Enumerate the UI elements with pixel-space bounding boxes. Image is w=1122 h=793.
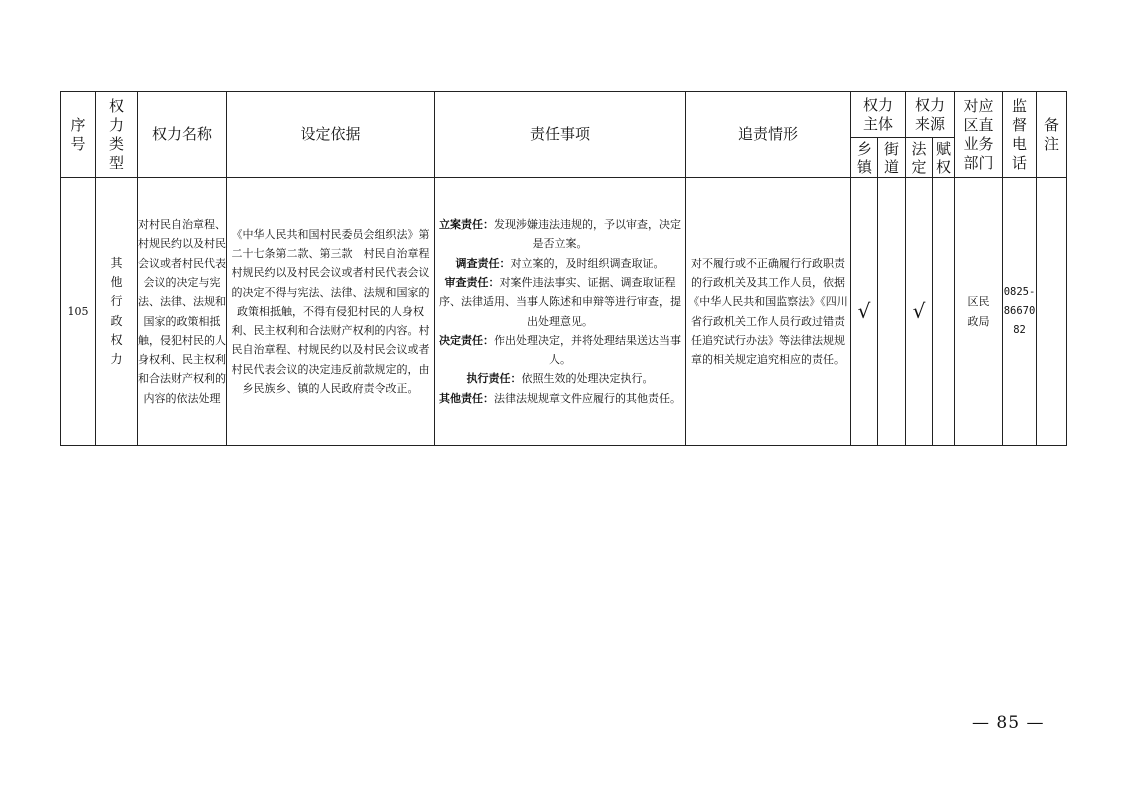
responsibility-item [435,369,685,388]
page-number: — 85 — [972,713,1045,733]
header-dept: 对应区直业务部门 [955,92,1003,178]
responsibility-text: 依照生效的处理决定执行。 [521,372,654,386]
responsibility-text: 对立案的，及时组织调查取证。 [510,256,665,270]
responsibility-label: 决定责任： [439,333,494,347]
power-list-table [60,91,1067,446]
cell-dept: 区民政局 [955,178,1003,446]
responsibility-label: 执行责任： [466,372,522,386]
cell-basis: 《中华人民共和国村民委员会组织法》第二十七条第二款、第三款 村民自治章程村规民约以及村民会议或者村民代表会议的决定不得与宪法、法律、法规和国家的政策相抵触，不得有侵犯村民的人身权利、民主权利和合法财产权利的内容。村民自治章程、村规民约以及村民会议或者村民代表会议的决定违反前款规定的，由乡民族乡、镇的人民政府责令改正。 [227,178,435,446]
cell-seq: 105 [61,178,96,446]
cell-type: 其他行政权力 [96,178,138,446]
header-remark: 备注 [1037,92,1067,178]
header-phone: 监督电话 [1003,92,1037,178]
responsibility-text: 对案件违法事实、证据、调查取证程序、法律适用、当事人陈述和申辩等进行审查，提出处理意见。 [439,275,681,328]
responsibility-item [435,215,685,254]
header-name: 权力名称 [138,92,227,178]
responsibility-item [435,389,685,408]
header-source-granted: 赋权 [933,138,955,178]
responsibility-text: 法律法规规章文件应履行的其他责任。 [494,391,681,405]
cell-responsibility [435,178,686,446]
cell-subject-street [878,178,906,446]
header-basis: 设定依据 [227,92,435,178]
cell-accountability: 对不履行或不正确履行行政职责的行政机关及其工作人员，依据《中华人民共和国监察法》《四川省行政机关工作人员行政过错责任追究试行办法》等法律法规规章的相关规定追究相应的责任。 [686,178,851,446]
responsibility-item [435,331,685,370]
cell-phone: 0825-8667082 [1003,178,1037,446]
header-subject-town: 乡镇 [851,138,878,178]
header-subject-street: 街道 [878,138,906,178]
table-row [61,178,1067,446]
header-seq: 序号 [61,92,96,178]
header-source-legal: 法定 [906,138,933,178]
cell-subject-town: √ [851,178,878,446]
header-responsibility: 责任事项 [435,92,686,178]
header-accountability: 追责情形 [686,92,851,178]
responsibility-label: 其他责任： [439,391,494,405]
cell-name: 对村民自治章程、村规民约以及村民会议或者村民代表会议的决定与宪法、法律、法规和国家的政策相抵触，侵犯村民的人身权利、民主权利和合法财产权利的内容的依法处理 [138,178,227,446]
responsibility-text: 发现涉嫌违法违规的，予以审查，决定是否立案。 [494,218,681,251]
header-type: 权力类型 [96,92,138,178]
cell-source-granted [933,178,955,446]
responsibility-label: 调查责任： [455,256,511,270]
responsibility-label: 立案责任： [439,218,494,232]
cell-source-legal: √ [906,178,933,446]
responsibility-item [435,254,685,273]
cell-remark [1037,178,1067,446]
responsibility-item [435,273,685,331]
responsibility-text: 作出处理决定，并将处理结果送达当事人。 [494,333,681,367]
responsibility-label: 审查责任： [444,275,500,289]
header-source: 权力来源 [906,92,955,138]
header-subject: 权力主体 [851,92,906,138]
